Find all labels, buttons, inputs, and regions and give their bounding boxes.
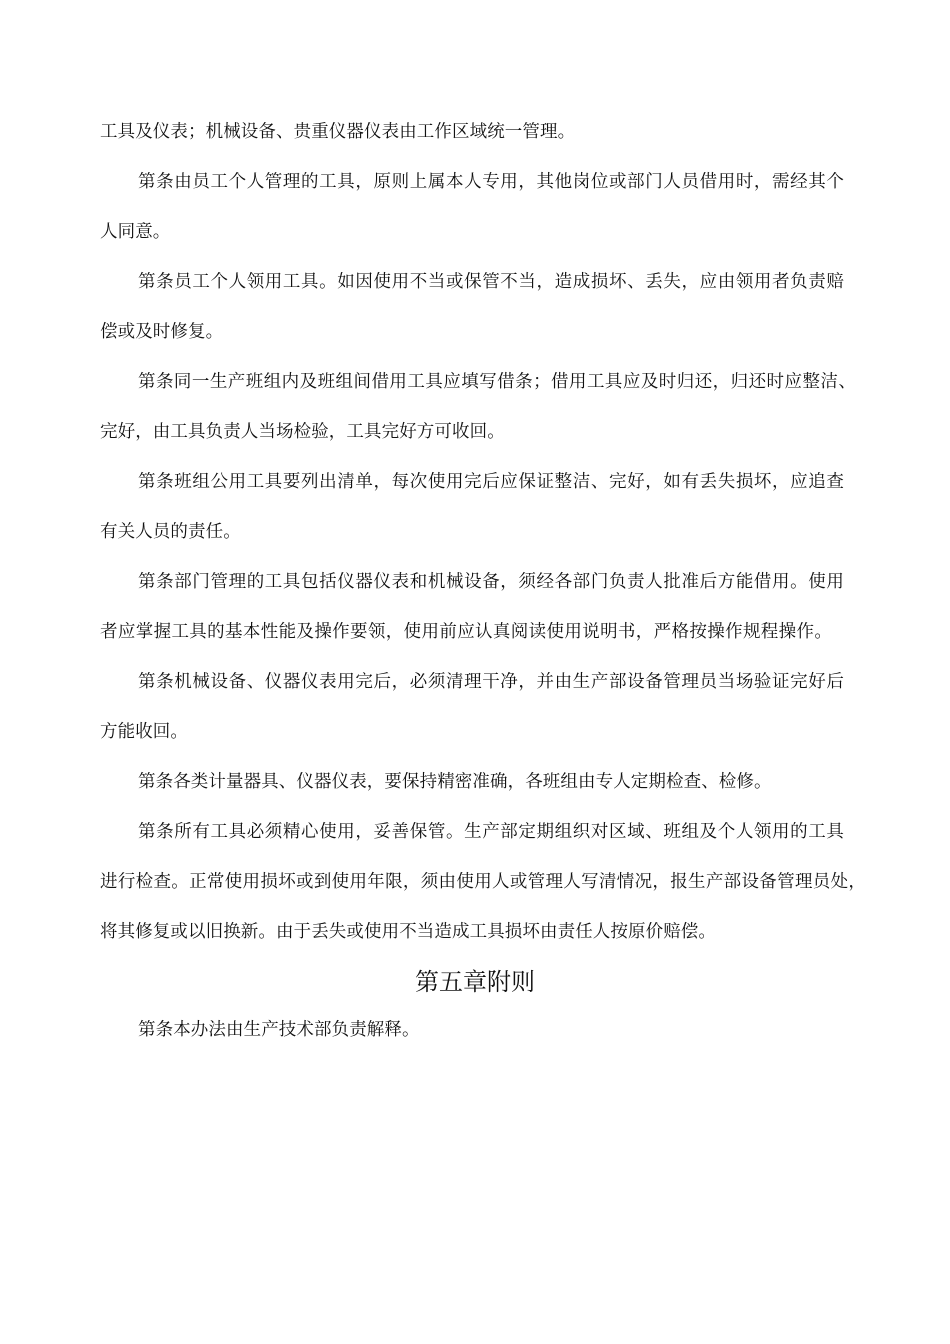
paragraph-line: 第条各类计量器具、仪器仪表，要保持精密准确，各班组由专人定期检查、检修。 [138,772,772,792]
paragraph-line: 第条机械设备、仪器仪表用完后，必须清理干净，并由生产部设备管理员当场验证完好后 [138,672,844,692]
paragraph-line: 第条所有工具必须精心使用，妥善保管。生产部定期组织对区域、班组及个人领用的工具 [138,822,844,842]
paragraph-line: 有关人员的责任。 [100,522,241,542]
paragraph-line: 第条同一生产班组内及班组间借用工具应填写借条；借用工具应及时归还，归还时应整洁、 [138,372,856,392]
paragraph-line: 方能收回。 [100,722,188,742]
paragraph-line: 偿或及时修复。 [100,322,224,342]
paragraph-line: 第条班组公用工具要列出清单，每次使用完后应保证整洁、完好，如有丢失损坏，应追查 [138,472,844,492]
paragraph-line: 人同意。 [100,222,171,242]
paragraph-line: 完好，由工具负责人当场检验，工具完好方可收回。 [100,422,505,442]
paragraph-line: 第条员工个人领用工具。如因使用不当或保管不当，造成损坏、丢失，应由领用者负责赔 [138,272,844,292]
paragraph-line: 第条由员工个人管理的工具，原则上属本人专用，其他岗位或部门人员借用时，需经其个 [138,172,844,192]
paragraph-line: 将其修复或以旧换新。由于丢失或使用不当造成工具损坏由责任人按原价赔偿。 [100,922,716,942]
paragraph-line: 第条本办法由生产技术部负责解释。 [138,1020,420,1040]
paragraph-line: 第条部门管理的工具包括仪器仪表和机械设备，须经各部门负责人批准后方能借用。使用 [138,572,844,592]
paragraph-line: 者应掌握工具的基本性能及操作要领，使用前应认真阅读使用说明书，严格按操作规程操作。 [100,622,832,642]
paragraph-line: 进行检查。正常使用损坏或到使用年限，须由使用人或管理人写清情况，报生产部设备管理员处， [100,872,866,892]
paragraph-line: 工具及仪表；机械设备、贵重仪器仪表由工作区域统一管理。 [100,122,576,142]
chapter-heading: 第五章附则 [415,968,535,996]
